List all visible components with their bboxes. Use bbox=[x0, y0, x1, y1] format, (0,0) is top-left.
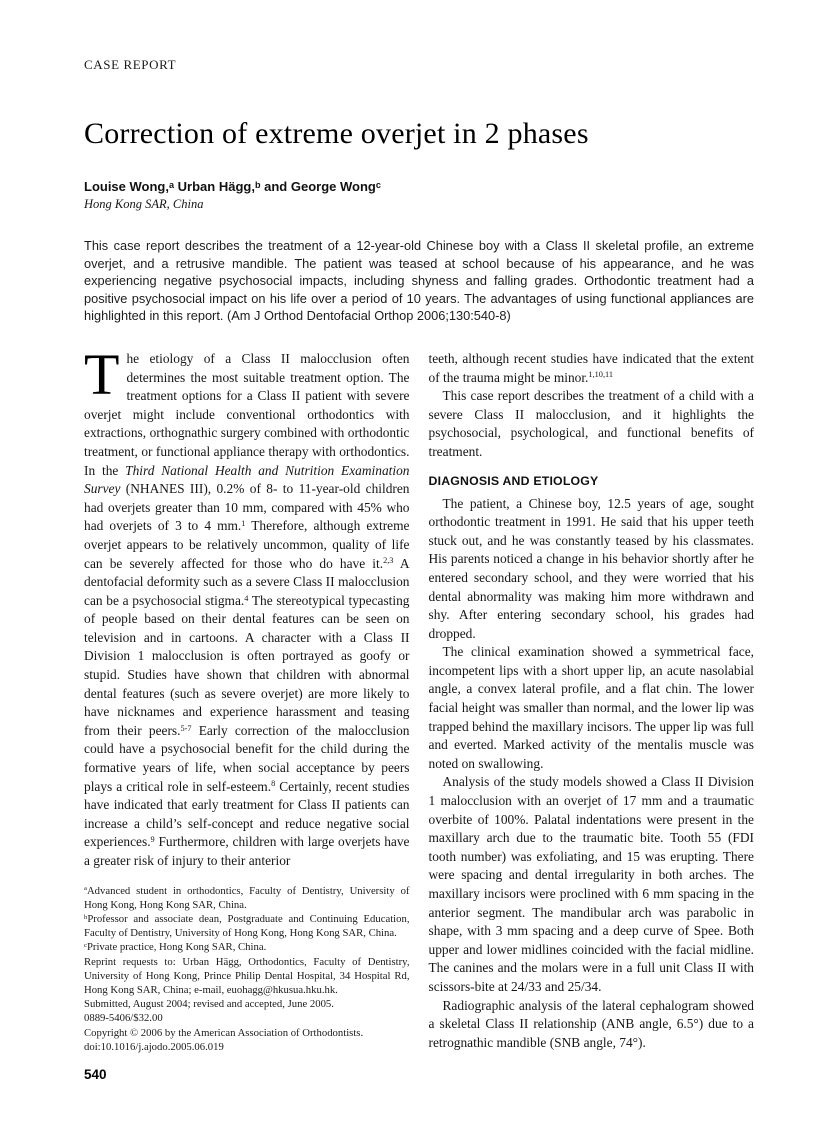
author-affiliation: Hong Kong SAR, China bbox=[84, 197, 204, 211]
footnotes-block bbox=[84, 884, 410, 1054]
footnote-copyright: Copyright © 2006 by the American Association of Orthodontists. bbox=[84, 1026, 364, 1039]
two-column-body bbox=[84, 341, 754, 1054]
left-column bbox=[84, 341, 410, 1054]
body-paragraph-continued: teeth, although recent studies have indicated that the extent of the trauma might be minor.$^{1,10,11}$ bbox=[428, 350, 754, 385]
body-paragraph: Radiographic analysis of the lateral cephalogram showed a skeletal Class II relationship (ANB angle, 6.5°) due to a retrognathic mandible (SNB angle, 74°). bbox=[428, 997, 754, 1050]
footnote-doi: doi:10.1016/j.ajodo.2005.06.019 bbox=[84, 1040, 224, 1053]
body-paragraph: The clinical examination showed a symmetrical face, incompetent lips with a short upper lip, an acute nasolabial angle, a convex lateral profile, and a flat chin. The lower facial height was smaller than normal, and the lower lip was trapped behind the maxillary incisors. The upper lip was full and everted. Marked activity of the mentalis muscle was noted on swallowing. bbox=[428, 644, 754, 771]
body-paragraph: The patient, a Chinese boy, 12.5 years of age, sought orthodontic treatment in 1991. He said that his upper teeth stuck out, and he was constantly teased by his classmates. His parents noticed a change in his behavior shortly after he entered secondary school, and they were worried that his dental abnormality was making him more withdrawn and shy. After entering secondary school, his grades had dropped. bbox=[428, 495, 754, 641]
footnote-affiliation-c: $^c$Private practice, Hong Kong SAR, China. bbox=[84, 941, 267, 954]
footnote-issn-price: 0889-5406/$32.00 bbox=[84, 1012, 163, 1025]
body-paragraph: This case report describes the treatment of a child with a severe Class II malocclusion, and it highlights the psychosocial, psychological, and functional benefits of treatment. bbox=[428, 388, 754, 459]
abstract-text: This case report describes the treatment of a 12-year-old Chinese boy with a Class II skeletal profile, an extreme overjet, and a retrusive mandible. The patient was teased at school because of his appearance, and he was experiencing negative psychosocial impacts, including shyness and falling grades. Orthodontic treatment had a positive psychosocial impact on his life over a period of 10 years. The advantages of using functional appliances are highlighted in this report. (Am J Orthod Dentofacial Orthop 2006;130:540-8) bbox=[84, 238, 754, 324]
intro-paragraph bbox=[84, 341, 410, 871]
footnote-affiliation-a: $^a$Advanced student in orthodontics, Faculty of Dentistry, University of Hong Kong, Hong Kong SAR, China. bbox=[84, 884, 410, 911]
section-label: CASE REPORT bbox=[84, 57, 177, 72]
right-column bbox=[429, 350, 755, 1054]
paper-title: Correction of extreme overjet in 2 phases bbox=[84, 117, 589, 150]
footnote-affiliation-b: $^b$Professor and associate dean, Postgraduate and Continuing Education, Faculty of Dentistry, University of Hong Kong, Hong Kong SAR, China. bbox=[84, 913, 410, 940]
intro-paragraph-text: he etiology of a Class II malocclusion often determines the most suitable treatment option. The treatment options for a Class II patient with severe overjet might include conventional orthodontics with extractions, orthognathic surgery combined with orthodontic treatment, or functional appliance therapy with orthodontics. In the Third National Health and Nutrition Examination Survey (NHANES III), 0.2% of 8- to 11-year-old children had overjets greater than 10 mm, compared with 45% who had overjets of 3 to 4 mm.$^1$ Therefore, although extreme overjet appears to be relatively uncommon, quality of life can be severely affected for those who do have it.$^{2,3}$ A dentofacial deformity such as a severe Class II malocclusion can be a psychosocial stigma.$^4$ The stereotypical typecasting of people based on their dental features can be seen on television and in cartoons. A character with a Class II Division 1 malocclusion is often portrayed as goofy or stupid. Studies have shown that children with abnormal dental features (such as severe overjet) are more likely to have nicknames and experience harassment and teasing from their peers.$^{5-7}$ Early correction of the malocclusion could have a psychosocial benefit for the child during the formative years of life, when social acceptance by peers plays a critical role in self-esteem.$^8$ Certainly, recent studies have indicated that early treatment for Class II patients can increase a child’s self-concept and reduce negative social experiences.$^9$ Furthermore, children with large overjets have a greater risk of injury to their anterior bbox=[84, 350, 410, 868]
footnote-reprint-requests: Reprint requests to: Urban Hägg, Orthodontics, Faculty of Dentistry, University of Hong Kong, Prince Philip Dental Hospital, 34 Hospital Rd, Hong Kong SAR, China; e-mail, euohagg@hkusua.hku.hk. bbox=[84, 955, 410, 997]
section-heading-diagnosis-etiology: DIAGNOSIS AND ETIOLOGY bbox=[428, 473, 599, 488]
body-paragraph: Analysis of the study models showed a Class II Division 1 malocclusion with an overjet of 17 mm and a traumatic overbite of 100%. Palatal indentations were present in the maxillary arch due to the traumatic bite. Tooth 55 (FDI tooth number) was exfoliating, and 15 was erupting. There were spacing and dental irregularity in both arches. The maxillary incisors were proclined with 6 mm spacing in the anterior segment. The mandibular arch was parabolic in shape, with 3 mm spacing and a deep curve of Spee. Both upper and lower midlines coincided with the facial midline. The canines and the molars were in a full unit Class II with scissors-bite at 24/33 and 25/34. bbox=[428, 774, 754, 994]
authors-line: Louise Wong,$^a$ Urban Hägg,$^b$ and George Wong$^c$ bbox=[84, 179, 381, 194]
page-number: 540 bbox=[84, 1067, 107, 1082]
drop-cap: T bbox=[84, 341, 120, 407]
footnote-submission-dates: Submitted, August 2004; revised and accepted, June 2005. bbox=[84, 998, 334, 1011]
